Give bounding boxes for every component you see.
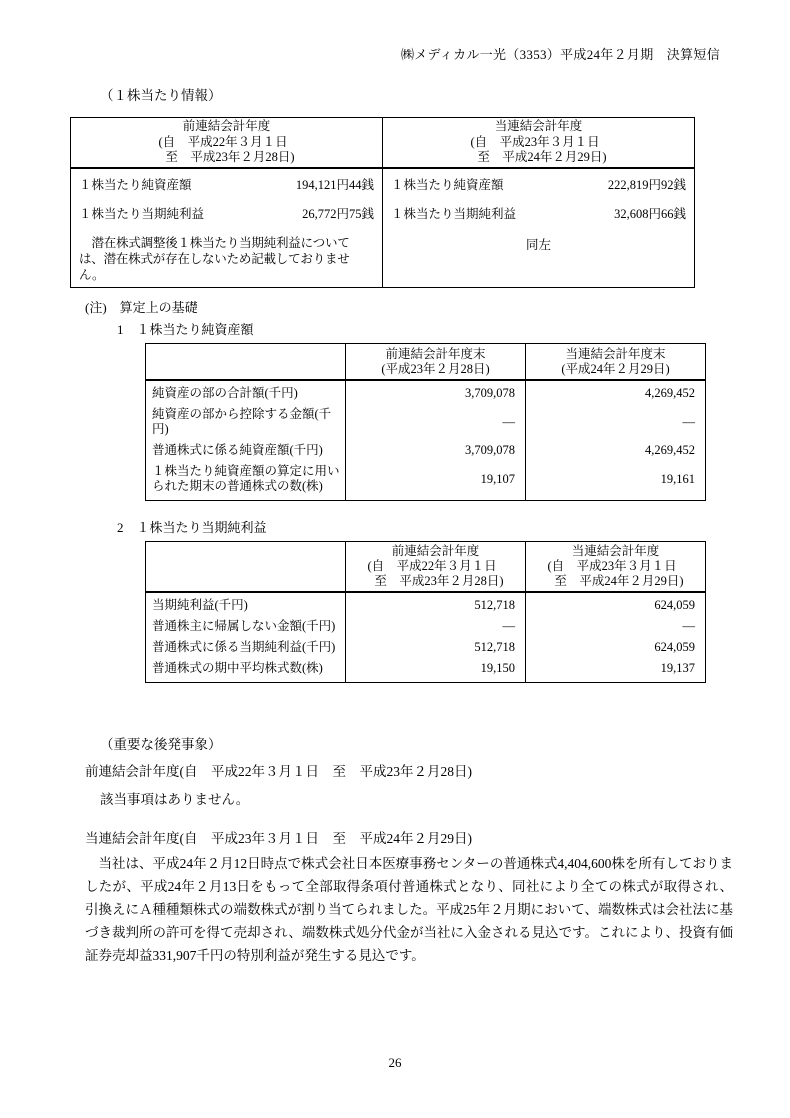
col-header-prev-year-end — [346, 344, 526, 381]
table-row — [146, 440, 706, 461]
metric-value: 26,772円75銭 — [302, 207, 374, 221]
curr-value: 19,137 — [526, 658, 706, 683]
metric-row — [391, 206, 686, 222]
metric-row — [79, 177, 374, 193]
per-share-table-header-row — [71, 118, 695, 169]
row-label: 当期純利益(千円) — [146, 592, 346, 616]
row-label: １株当たり純資産額の算定に用いられた期末の普通株式の数(株) — [146, 461, 346, 501]
curr-fy-heading: 当連結会計年度(自 平成23年３月１日 至 平成24年２月29日) — [85, 831, 472, 846]
curr-year-end-name: 当連結会計年度末 — [565, 346, 666, 361]
col-header-curr-year-end — [526, 344, 706, 381]
note2-number: 2 — [117, 520, 124, 535]
curr-fy-name: 当連結会計年度 — [571, 544, 660, 558]
col-header-prev-fiscal-year — [346, 542, 526, 593]
curr-value: 624,059 — [526, 592, 706, 616]
row-label: 純資産の部から控除する金額(千円) — [146, 404, 346, 440]
net-income-per-share-table — [145, 541, 706, 683]
same-as-left-note: 同左 — [525, 238, 551, 252]
curr-period-name: 当連結会計年度 — [494, 119, 583, 134]
row-label: 普通株式に係る当期純利益(千円) — [146, 637, 346, 658]
table-row — [146, 616, 706, 637]
col-header-curr-period — [383, 118, 695, 169]
metric-label: １株当たり純資産額 — [391, 178, 504, 192]
prev-value: 512,718 — [346, 592, 526, 616]
metric-label: １株当たり純資産額 — [79, 178, 192, 192]
calculation-basis-heading: (注) 算定上の基礎 — [85, 300, 198, 315]
per-share-prev-cell — [71, 168, 383, 288]
prev-year-end-date: (平成23年２月28日) — [381, 361, 490, 376]
prev-year-end-name: 前連結会計年度末 — [385, 346, 486, 361]
prev-fy-name: 前連結会計年度 — [391, 544, 480, 558]
prev-value: ― — [346, 404, 526, 440]
table-row — [146, 461, 706, 501]
curr-fy-to: 至 平成24年２月29日) — [554, 574, 684, 588]
curr-year-end-date: (平成24年２月29日) — [561, 361, 670, 376]
curr-fy-from: (自 平成23年３月１日 — [547, 559, 677, 573]
per-share-info-title: （１株当たり情報） — [100, 88, 222, 103]
row-label: 普通株主に帰属しない金額(千円) — [146, 616, 346, 637]
col-header-prev-period — [71, 118, 383, 169]
metric-label: １株当たり当期純利益 — [391, 207, 517, 221]
metric-row — [391, 177, 686, 193]
metric-row — [79, 206, 374, 222]
metric-label: １株当たり当期純利益 — [79, 207, 205, 221]
curr-value: 624,059 — [526, 637, 706, 658]
prev-value: 3,709,078 — [346, 440, 526, 461]
curr-value: ― — [526, 616, 706, 637]
net-assets-per-share-table — [145, 343, 706, 501]
metric-value: 222,819円92銭 — [607, 178, 686, 192]
table-row — [146, 380, 706, 404]
subsequent-events-title: （重要な後発事象） — [100, 737, 222, 752]
table-row — [146, 637, 706, 658]
net-assets-table-header-row — [146, 344, 706, 381]
prev-value: 512,718 — [346, 637, 526, 658]
curr-value: 19,161 — [526, 461, 706, 501]
note1-title-text: １株当たり純資産額 — [136, 322, 254, 337]
curr-fy-paragraph: 当社は、平成24年２月12日時点で株式会社日本医療事務センターの普通株式4,404,600株を所有しておりましたが、平成24年２月13日をもって全部取得条項付普通株式となり、同社により全ての株式が取得され、引換えにＡ種種類株式の端数株式が割り当てられました。平成25年２月期において、端数株式は会社法に基づき裁判所の許可を得て売却され、端数株式処分代金が当社に入金される見込です。これにより、投資有価証券売却益331,907千円の特別利益が発生する見込です。 — [85, 856, 733, 963]
prev-period-to: 至 平成23年２月28日) — [165, 150, 295, 165]
prev-value: 3,709,078 — [346, 380, 526, 404]
prev-fy-body: 該当事項はありません。 — [100, 792, 250, 807]
prev-value: ― — [346, 616, 526, 637]
note2-title-text: １株当たり当期純利益 — [136, 520, 267, 535]
curr-value: ― — [526, 404, 706, 440]
per-share-curr-cell — [383, 168, 695, 288]
prev-value: 19,107 — [346, 461, 526, 501]
metric-value: 32,608円66銭 — [614, 207, 686, 221]
metric-value: 194,121円44銭 — [295, 178, 374, 192]
table-row — [146, 658, 706, 683]
prev-value: 19,150 — [346, 658, 526, 683]
table-row — [146, 592, 706, 616]
empty-corner-cell — [146, 542, 346, 593]
note1-title — [117, 319, 790, 338]
note1-number: 1 — [117, 322, 124, 337]
row-label: 純資産の部の合計額(千円) — [146, 380, 346, 404]
row-label: 普通株式の期中平均株式数(株) — [146, 658, 346, 683]
curr-value: 4,269,452 — [526, 380, 706, 404]
empty-corner-cell — [146, 344, 346, 381]
row-label: 普通株式に係る純資産額(千円) — [146, 440, 346, 461]
diluted-eps-note: 潜在株式調整後１株当たり当期純利益については、潜在株式が存在しないため記載しておりません。 — [79, 236, 350, 282]
prev-fy-heading: 前連結会計年度(自 平成22年３月１日 至 平成23年２月28日) — [85, 764, 472, 779]
note2-title — [117, 517, 790, 536]
prev-period-from: (自 平成22年３月１日 — [158, 134, 288, 149]
per-share-table — [70, 117, 695, 288]
col-header-curr-fiscal-year — [526, 542, 706, 593]
page-number: 26 — [388, 1055, 402, 1070]
prev-fy-from: (自 平成22年３月１日 — [367, 559, 497, 573]
curr-value: 4,269,452 — [526, 440, 706, 461]
net-income-table-header-row — [146, 542, 706, 593]
table-row — [146, 404, 706, 440]
document-header: ㈱メディカル一光（3353）平成24年２月期 決算短信 — [400, 47, 720, 62]
per-share-table-body-row — [71, 168, 695, 288]
prev-fy-to: 至 平成23年２月28日) — [374, 574, 504, 588]
curr-period-to: 至 平成24年２月29日) — [477, 150, 607, 165]
prev-period-name: 前連結会計年度 — [182, 119, 271, 134]
curr-period-from: (自 平成23年３月１日 — [470, 134, 600, 149]
